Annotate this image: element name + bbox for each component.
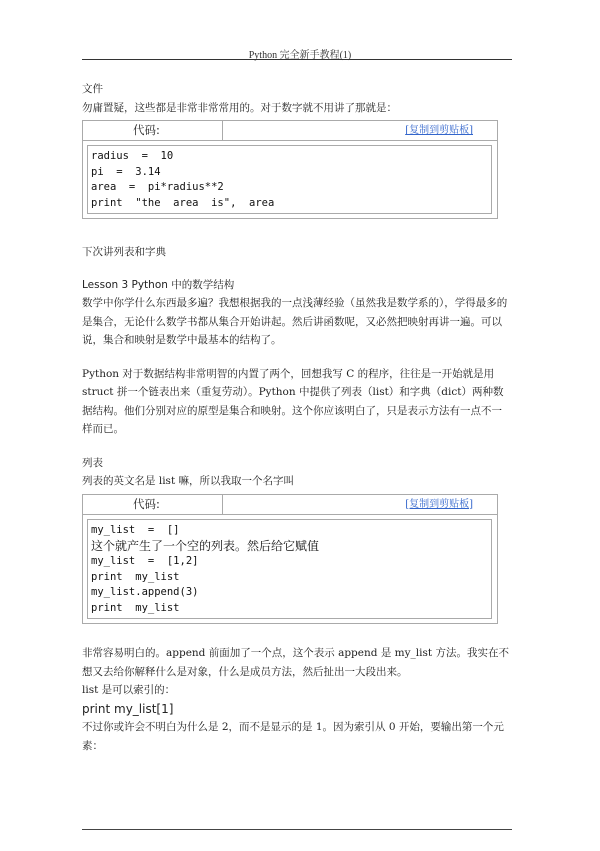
file-intro-text: 勿庸置疑，这些都是非常非常常用的。对于数字就不用讲了那就是： <box>82 101 397 114</box>
index-example-line: print my_list[1] <box>82 701 174 716</box>
code-line: area = pi*radius**2 <box>91 181 224 193</box>
code-block-2 <box>82 494 498 625</box>
code-content <box>87 519 492 620</box>
code-line: my_list = [1,2] <box>91 555 199 567</box>
page-header: Python 完全新手教程(1) <box>248 50 352 61</box>
code-line: print my_list <box>91 570 180 583</box>
document-body <box>82 80 512 755</box>
code-block-header <box>83 121 497 141</box>
code-line: pi = 3.14 <box>91 165 161 178</box>
lesson-paragraph-1: 数学中你学什么东西最多遍？我想根据我的一点浅薄经验（虽然我是数学系的），学得最多的是集合，无论什么数学书都从集合开始讲起。然后讲函数呢，又必然把映射再讲一遍。可以说，集合和映射是数学中最基本的结构了。 <box>82 297 508 346</box>
code-label: 代码: <box>83 121 223 140</box>
code-block-1 <box>82 120 498 219</box>
code-label: 代码: <box>83 495 223 514</box>
code-line: radius = 10 <box>91 150 174 162</box>
next-lesson-text: 下次讲列表和字典 <box>82 246 166 258</box>
code-line: my_list = [] <box>91 523 180 536</box>
after-paragraph-4: 不过你或许会不明白为什么是 2，而不是显示的是 1。因为索引从 0 开始，要输出第一个元素： <box>82 721 504 752</box>
code-line: print "the area is", area <box>91 196 275 209</box>
code-line: my_list.append(3) <box>91 586 199 598</box>
section-heading-file: 文件 <box>82 83 103 95</box>
after-paragraph-2: list 是可以索引的： <box>82 684 176 696</box>
list-intro-text: 列表的英文名是 list 嘛，所以我取一个名字叫 <box>82 475 294 487</box>
lesson-paragraph-2: Python 对于数据结构非常明智的内置了两个，回想我写 C 的程序，往往是一开始就是用 struct 拼一个链表出来（重复劳动）。Python 中提供了列表（list）和字典（dict）两种数据结构。他们分别对应的原型是集合和映射。这个你应该明白了，只是表示方法有一点不一样而已。 <box>82 367 504 435</box>
section-heading-list: 列表 <box>82 456 103 469</box>
copy-to-clipboard-link[interactable]: [复制到剪贴板] <box>405 498 473 510</box>
footer-rule <box>82 829 512 830</box>
copy-to-clipboard-link[interactable]: [复制到剪贴板] <box>405 125 473 136</box>
code-line: 这个就产生了一个空的列表。然后给它赋值 <box>91 539 320 553</box>
header-rule <box>82 59 512 60</box>
after-paragraph-1: 非常容易明白的。append 前面加了一个点，这个表示 append 是 my_list 方法。我实在不想又去给你解释什么是对象，什么是成员方法，然后扯出一大段出来。 <box>82 647 509 678</box>
code-line: print my_list <box>91 601 180 614</box>
code-content <box>87 145 492 214</box>
code-block-header <box>83 495 497 515</box>
lesson-title: Lesson 3 Python 中的数学结构 <box>82 278 235 291</box>
